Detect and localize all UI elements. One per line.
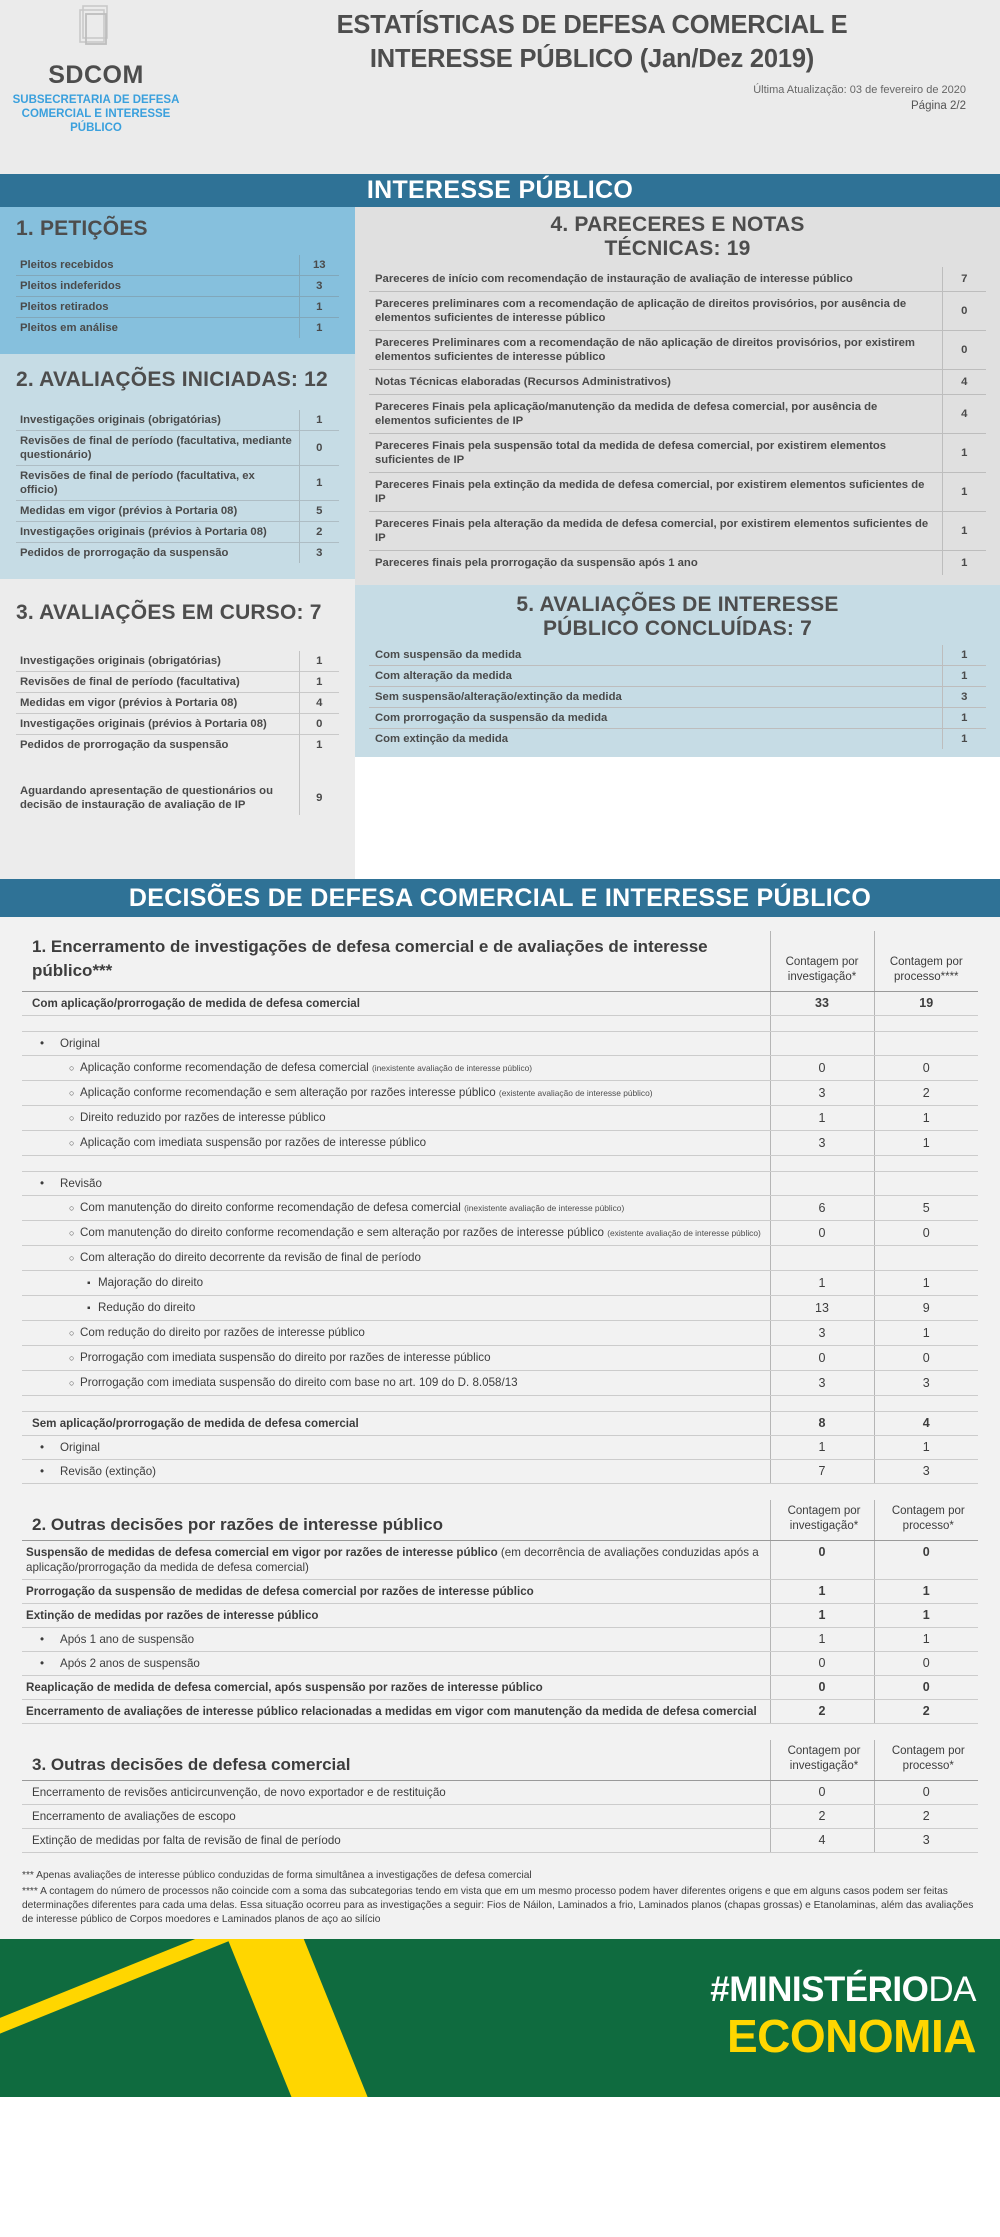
row-note: (existente avaliação de interesse público) bbox=[498, 1088, 653, 1098]
row-value-processo bbox=[874, 1246, 978, 1271]
row-value-investigacao: 3 bbox=[770, 1081, 874, 1106]
row-label: • Original bbox=[32, 1037, 100, 1050]
section4-title-line2: TÉCNICAS: 19 bbox=[604, 237, 751, 260]
row-value-investigacao bbox=[770, 1246, 874, 1271]
row-value: 4 bbox=[942, 395, 986, 434]
table-row bbox=[22, 1131, 978, 1156]
row-value-processo: 2 bbox=[874, 1081, 978, 1106]
row-label: • Revisão bbox=[32, 1177, 102, 1190]
row-value-investigacao: 1 bbox=[770, 1436, 874, 1460]
table-row bbox=[22, 1700, 978, 1724]
row-value-investigacao: 7 bbox=[770, 1460, 874, 1484]
table-row bbox=[22, 1412, 978, 1436]
row-label: Medidas em vigor (prévios à Portaria 08) bbox=[16, 501, 299, 522]
row-value: 1 bbox=[299, 672, 339, 693]
row-label: Pleitos retirados bbox=[16, 297, 299, 318]
row-label: • Após 1 ano de suspensão bbox=[32, 1633, 194, 1646]
row-value: 1 bbox=[942, 512, 986, 551]
row-value: 1 bbox=[942, 645, 986, 666]
row-value-investigacao: 2 bbox=[770, 1700, 874, 1724]
row-label: Pedidos de prorrogação da suspensão bbox=[16, 735, 299, 756]
row-value: 1 bbox=[299, 466, 339, 501]
banner-interesse-publico: INTERESSE PÚBLICO bbox=[0, 174, 1000, 207]
row-label: Notas Técnicas elaboradas (Recursos Administrativos) bbox=[369, 370, 942, 395]
footnotes bbox=[0, 1859, 1000, 1939]
row-label: Com manutenção do direito conforme recomendação e sem alteração por razões de interesse público bbox=[80, 1226, 604, 1239]
row-value: 1 bbox=[942, 708, 986, 729]
table-row bbox=[22, 1805, 978, 1829]
col-line2: processo* bbox=[902, 1760, 954, 1772]
last-updated: Última Atualização: 03 de fevereiro de 2020 bbox=[753, 84, 966, 96]
table-row bbox=[16, 431, 339, 466]
ministry-footer bbox=[0, 1939, 1000, 2097]
dec3-col-processo bbox=[874, 1740, 978, 1781]
row-label: Pareceres Finais pela aplicação/manutenção da medida de defesa comercial, por ausência de elementos suficientes de IP bbox=[369, 395, 942, 434]
page-header bbox=[0, 0, 1000, 174]
row-value-investigacao bbox=[770, 1172, 874, 1196]
row-value-processo: 4 bbox=[874, 1412, 978, 1436]
row-value-investigacao: 4 bbox=[770, 1829, 874, 1853]
row-value: 2 bbox=[299, 522, 339, 543]
row-value-processo: 0 bbox=[874, 1652, 978, 1676]
table-row bbox=[16, 522, 339, 543]
section4-title-line1: 4. PARECERES E NOTAS bbox=[550, 213, 805, 236]
row-label: Medidas em vigor (prévios à Portaria 08) bbox=[16, 693, 299, 714]
table-row bbox=[16, 781, 339, 815]
table-row bbox=[369, 434, 986, 473]
row-label: Com extinção da medida bbox=[369, 729, 942, 750]
row-label: Prorrogação da suspensão de medidas de defesa comercial por razões de interesse público bbox=[22, 1580, 770, 1604]
section-pareceres bbox=[355, 207, 1000, 585]
row-value: 1 bbox=[942, 551, 986, 576]
ministry-wordmark bbox=[710, 1967, 976, 2062]
section5-title-line1: 5. AVALIAÇÕES DE INTERESSE bbox=[516, 593, 839, 616]
row-value-processo: 3 bbox=[874, 1460, 978, 1484]
row-value-processo: 19 bbox=[874, 992, 978, 1016]
row-value-investigacao: 1 bbox=[770, 1604, 874, 1628]
row-value: 3 bbox=[299, 276, 339, 297]
row-value: 4 bbox=[299, 693, 339, 714]
dec2-col-investigacao bbox=[770, 1500, 874, 1541]
row-label: Suspensão de medidas de defesa comercial em vigor por razões de interesse público bbox=[26, 1546, 498, 1559]
dec3-col-investigacao bbox=[770, 1740, 874, 1781]
interesse-publico-body bbox=[0, 207, 1000, 879]
col-line2: processo* bbox=[902, 1520, 954, 1532]
row-value-investigacao: 1 bbox=[770, 1628, 874, 1652]
ministry-da-label: DA bbox=[928, 1970, 976, 2009]
row-label: ○ Prorrogação com imediata suspensão do direito por razões de interesse público bbox=[32, 1351, 491, 1364]
table-row bbox=[369, 395, 986, 434]
row-label: ▪ Majoração do direito bbox=[32, 1276, 203, 1289]
table-row bbox=[369, 645, 986, 666]
page-number: Página 2/2 bbox=[911, 100, 966, 112]
table-row bbox=[369, 687, 986, 708]
dec3-header-row bbox=[22, 1740, 978, 1781]
table-row bbox=[16, 466, 339, 501]
row-label: Com alteração da medida bbox=[369, 666, 942, 687]
dec2-col-processo bbox=[874, 1500, 978, 1541]
row-value-processo: 0 bbox=[874, 1221, 978, 1246]
row-label: Encerramento de avaliações de interesse público relacionadas a medidas em vigor com manutenção da medida de defesa comercial bbox=[22, 1700, 770, 1724]
row-value-processo: 0 bbox=[874, 1541, 978, 1580]
doc-title-line1: ESTATÍSTICAS DE DEFESA COMERCIAL E bbox=[336, 11, 848, 39]
row-value-investigacao: 3 bbox=[770, 1321, 874, 1346]
row-spacer-value bbox=[299, 755, 339, 781]
row-value-investigacao: 3 bbox=[770, 1371, 874, 1396]
section3-title: 3. AVALIAÇÕES EM CURSO: 7 bbox=[16, 601, 322, 624]
footnote-3: *** Apenas avaliações de interesse público conduzidas de forma simultânea a investigações de defesa comercial bbox=[22, 1870, 532, 1881]
row-value-processo: 1 bbox=[874, 1321, 978, 1346]
row-note: (existente avaliação de interesse público) bbox=[607, 1228, 761, 1238]
row-value: 13 bbox=[299, 255, 339, 276]
row-label: Investigações originais (prévios à Portaria 08) bbox=[16, 522, 299, 543]
table-row bbox=[22, 1829, 978, 1853]
row-value-processo: 0 bbox=[874, 1056, 978, 1081]
row-value-processo bbox=[874, 1172, 978, 1196]
col-line2: processo**** bbox=[893, 971, 959, 983]
section4-table bbox=[369, 267, 986, 575]
row-value-processo bbox=[874, 1032, 978, 1056]
col-line1: Contagem por bbox=[787, 1745, 861, 1757]
section2-title: 2. AVALIAÇÕES INICIADAS: 12 bbox=[16, 368, 328, 391]
table-row bbox=[22, 1541, 978, 1580]
table-row bbox=[369, 331, 986, 370]
row-value-investigacao: 1 bbox=[770, 1580, 874, 1604]
dec2-header-row bbox=[22, 1500, 978, 1541]
table-row bbox=[22, 1106, 978, 1131]
documents-stack-icon bbox=[0, 4, 192, 59]
row-value-investigacao bbox=[770, 1032, 874, 1056]
row-value-investigacao: 0 bbox=[770, 1652, 874, 1676]
row-label: • Revisão (extinção) bbox=[32, 1465, 156, 1478]
left-column bbox=[0, 207, 355, 879]
row-value: 1 bbox=[299, 318, 339, 339]
row-label: Investigações originais (prévios à Portaria 08) bbox=[16, 714, 299, 735]
table-row bbox=[369, 473, 986, 512]
title-block bbox=[196, 8, 1000, 112]
table-row bbox=[16, 410, 339, 431]
row-label: Pareceres de início com recomendação de instauração de avaliação de interesse público bbox=[375, 273, 853, 285]
table-row bbox=[22, 1271, 978, 1296]
table-row bbox=[22, 1172, 978, 1196]
row-value: 4 bbox=[942, 370, 986, 395]
row-label: Aguardando apresentação de questionários ou decisão de instauração de avaliação de IP bbox=[20, 785, 273, 811]
row-value-investigacao: 13 bbox=[770, 1296, 874, 1321]
row-label: Investigações originais (obrigatórias) bbox=[20, 655, 221, 667]
table-row bbox=[22, 1056, 978, 1081]
table-row bbox=[22, 1628, 978, 1652]
row-label: Com manutenção do direito conforme recomendação de defesa comercial bbox=[80, 1201, 461, 1214]
section2-table bbox=[16, 410, 339, 563]
ministry-hash-label: #MINISTÉRIO bbox=[710, 1970, 929, 2009]
table-row bbox=[22, 1460, 978, 1484]
table-row bbox=[22, 1436, 978, 1460]
row-label: Com suspensão da medida bbox=[375, 649, 522, 661]
row-label: Pareceres Finais pela extinção da medida de defesa comercial, por existirem elementos suficientes de IP bbox=[369, 473, 942, 512]
row-value: 1 bbox=[942, 729, 986, 750]
dec2-title: 2. Outras decisões por razões de interesse público bbox=[22, 1500, 770, 1541]
table-row bbox=[22, 1652, 978, 1676]
row-value: 1 bbox=[299, 297, 339, 318]
row-value: 0 bbox=[299, 431, 339, 466]
table-row bbox=[22, 1321, 978, 1346]
table-row bbox=[16, 297, 339, 318]
col-line1: Contagem por bbox=[787, 1505, 861, 1517]
section5-table bbox=[369, 645, 986, 749]
table-row bbox=[22, 992, 978, 1016]
section1-title: 1. PETIÇÕES bbox=[16, 217, 148, 240]
row-value: 7 bbox=[942, 267, 986, 292]
table-row bbox=[16, 651, 339, 672]
row-label: Com prorrogação da suspensão da medida bbox=[369, 708, 942, 729]
row-label: Pleitos em análise bbox=[16, 318, 299, 339]
row-value-processo: 2 bbox=[874, 1805, 978, 1829]
banner-decisoes: DECISÕES DE DEFESA COMERCIAL E INTERESSE PÚBLICO bbox=[0, 879, 1000, 917]
dec2-table bbox=[22, 1500, 978, 1724]
table-row bbox=[22, 1081, 978, 1106]
table-row bbox=[369, 666, 986, 687]
table-row bbox=[22, 1346, 978, 1371]
row-label: Encerramento de avaliações de escopo bbox=[22, 1805, 770, 1829]
table-row bbox=[16, 543, 339, 564]
table-row-spacer bbox=[22, 1156, 978, 1172]
row-value: 1 bbox=[942, 473, 986, 512]
col-line2: investigação* bbox=[789, 1760, 859, 1772]
row-value-investigacao: 6 bbox=[770, 1196, 874, 1221]
table-row bbox=[16, 755, 339, 781]
section-avaliacoes-em-curso bbox=[0, 579, 355, 879]
doc-title-line2: INTERESSE PÚBLICO (Jan/Dez 2019) bbox=[369, 45, 815, 73]
row-label: • Original bbox=[32, 1441, 100, 1454]
section-avaliacoes-concluidas bbox=[355, 585, 1000, 757]
row-label: Encerramento de revisões anticircunvenção, de novo exportador e de restituição bbox=[22, 1781, 770, 1805]
dec1-title: 1. Encerramento de investigações de defesa comercial e de avaliações de interesse público*** bbox=[22, 931, 770, 992]
table-row bbox=[369, 267, 986, 292]
row-label: Aplicação conforme recomendação e sem alteração por razões interesse público bbox=[80, 1086, 496, 1099]
table-row bbox=[16, 672, 339, 693]
brand-block bbox=[0, 4, 192, 135]
row-value: 0 bbox=[942, 331, 986, 370]
row-value-processo: 1 bbox=[874, 1580, 978, 1604]
row-label: Pareceres Finais pela alteração da medida de defesa comercial, por existirem elementos suficientes de IP bbox=[369, 512, 942, 551]
table-row bbox=[16, 276, 339, 297]
row-value-investigacao: 2 bbox=[770, 1805, 874, 1829]
row-value-processo: 0 bbox=[874, 1781, 978, 1805]
dec3-title: 3. Outras decisões de defesa comercial bbox=[22, 1740, 770, 1781]
row-label: Aplicação conforme recomendação de defesa comercial bbox=[80, 1061, 369, 1074]
row-label: ○ Com alteração do direito decorrente da revisão de final de período bbox=[32, 1251, 421, 1264]
row-value: 3 bbox=[942, 687, 986, 708]
table-row-spacer bbox=[22, 1396, 978, 1412]
row-label: ○ Com redução do direito por razões de interesse público bbox=[32, 1326, 365, 1339]
row-value: 1 bbox=[299, 651, 339, 672]
row-value: 3 bbox=[299, 543, 339, 564]
row-label: Pleitos indeferidos bbox=[16, 276, 299, 297]
col-line2: investigação* bbox=[787, 971, 857, 983]
table-row bbox=[22, 1196, 978, 1221]
row-value-processo: 2 bbox=[874, 1700, 978, 1724]
dec1-col-investigacao bbox=[770, 931, 874, 992]
row-value-processo: 9 bbox=[874, 1296, 978, 1321]
table-row bbox=[16, 714, 339, 735]
decisoes-tables bbox=[0, 917, 1000, 1859]
dec1-col-processo bbox=[874, 931, 978, 992]
row-label: Revisões de final de período (facultativa, mediante questionário) bbox=[16, 431, 299, 466]
row-label: Sem suspensão/alteração/extinção da medida bbox=[369, 687, 942, 708]
section5-title-line2: PÚBLICO CONCLUÍDAS: 7 bbox=[542, 617, 813, 640]
row-value-investigacao: 0 bbox=[770, 1346, 874, 1371]
row-value-processo: 3 bbox=[874, 1829, 978, 1853]
row-value-processo: 1 bbox=[874, 1131, 978, 1156]
table-row bbox=[16, 255, 339, 276]
row-value-processo: 5 bbox=[874, 1196, 978, 1221]
row-label: Pareceres preliminares com a recomendação de aplicação de direitos provisórios, por ausência de elementos suficientes de interesse público bbox=[369, 292, 942, 331]
section-avaliacoes-iniciadas bbox=[0, 354, 355, 579]
brand-name: SDCOM bbox=[48, 61, 144, 89]
col-line1: Contagem por bbox=[785, 956, 859, 968]
col-line2: investigação* bbox=[789, 1520, 859, 1532]
table-row-spacer bbox=[22, 1016, 978, 1032]
row-label: ▪ Redução do direito bbox=[32, 1301, 195, 1314]
row-label: Investigações originais (obrigatórias) bbox=[20, 414, 221, 426]
row-value: 0 bbox=[299, 714, 339, 735]
row-value-investigacao: 0 bbox=[770, 1541, 874, 1580]
section1-table bbox=[16, 255, 339, 338]
row-value-processo: 0 bbox=[874, 1676, 978, 1700]
brand-subtitle-line1: SUBSECRETARIA DE DEFESA bbox=[12, 94, 180, 106]
table-row bbox=[22, 1676, 978, 1700]
row-value-processo: 1 bbox=[874, 1106, 978, 1131]
row-value-investigacao: 0 bbox=[770, 1781, 874, 1805]
row-label: • Após 2 anos de suspensão bbox=[32, 1657, 200, 1670]
dec1-table bbox=[22, 931, 978, 1484]
row-label: Revisões de final de período (facultativa) bbox=[16, 672, 299, 693]
row-value-investigacao: 0 bbox=[770, 1221, 874, 1246]
row-value: 0 bbox=[942, 292, 986, 331]
row-value-processo: 3 bbox=[874, 1371, 978, 1396]
row-value-investigacao: 33 bbox=[770, 992, 874, 1016]
row-value-investigacao: 0 bbox=[770, 1676, 874, 1700]
row-value-investigacao: 1 bbox=[770, 1271, 874, 1296]
row-value-processo: 1 bbox=[874, 1604, 978, 1628]
row-value-processo: 1 bbox=[874, 1628, 978, 1652]
row-label: ○ Prorrogação com imediata suspensão do direito com base no art. 109 do D. 8.058/13 bbox=[32, 1376, 518, 1389]
row-spacer bbox=[16, 755, 299, 781]
table-row bbox=[22, 1246, 978, 1271]
table-row bbox=[16, 735, 339, 756]
footnote-4: **** A contagem do número de processos não coincide com a soma das subcategorias tendo em vista que em um mesmo processo podem haver diferentes origens e que em alguns casos podem ser feitas determinações diferentes para cada uma delas. Essa situação ocorreu para as investigações a seguir: Fios de Náilon, Laminados a frio, Laminados planos (chapas grossas) e Etanolaminas, além das avaliações de interesse público de Corpos moedores e Laminados planos de aço ao silício bbox=[22, 1886, 974, 1925]
table-row bbox=[16, 318, 339, 339]
col-line1: Contagem por bbox=[891, 1745, 965, 1757]
table-row bbox=[22, 1604, 978, 1628]
row-label: Pareceres finais pela prorrogação da suspensão após 1 ano bbox=[369, 551, 942, 576]
row-value: 1 bbox=[942, 434, 986, 473]
row-value-investigacao: 1 bbox=[770, 1106, 874, 1131]
dec1-header-row bbox=[22, 931, 978, 992]
row-value-processo: 0 bbox=[874, 1346, 978, 1371]
row-label: ○ Aplicação com imediata suspensão por razões de interesse público bbox=[32, 1136, 426, 1149]
table-row bbox=[369, 292, 986, 331]
table-row bbox=[22, 1371, 978, 1396]
row-note: (inexistente avaliação de interesse público) bbox=[464, 1203, 625, 1213]
row-label: Pareceres Finais pela suspensão total da medida de defesa comercial, por existirem elementos suficientes de IP bbox=[369, 434, 942, 473]
table-row bbox=[369, 729, 986, 750]
table-row bbox=[22, 1781, 978, 1805]
table-row bbox=[369, 370, 986, 395]
table-row bbox=[369, 708, 986, 729]
row-value-investigacao: 8 bbox=[770, 1412, 874, 1436]
row-note: (em decorrência de avaliações conduzidas após a aplicação/prorrogação da medida de defesa comercial) bbox=[26, 1546, 759, 1574]
row-value-investigacao: 0 bbox=[770, 1056, 874, 1081]
table-row bbox=[22, 1032, 978, 1056]
row-label: Pareceres Preliminares com a recomendação de não aplicação de direitos provisórios, por existirem elementos suficientes de interesse público bbox=[369, 331, 942, 370]
table-row bbox=[22, 1580, 978, 1604]
row-value-processo: 1 bbox=[874, 1436, 978, 1460]
row-label: Reaplicação de medida de defesa comercial, após suspensão por razões de interesse público bbox=[22, 1676, 770, 1700]
col-line1: Contagem por bbox=[891, 1505, 965, 1517]
row-label: ○ Direito reduzido por razões de interesse público bbox=[32, 1111, 326, 1124]
row-label: Extinção de medidas por razões de interesse público bbox=[22, 1604, 770, 1628]
brand-subtitle-line2: COMERCIAL E INTERESSE PÚBLICO bbox=[21, 108, 171, 134]
col-line1: Contagem por bbox=[889, 956, 963, 968]
row-value: 1 bbox=[942, 666, 986, 687]
row-value: 1 bbox=[299, 410, 339, 431]
row-value: 5 bbox=[299, 501, 339, 522]
row-value: 9 bbox=[299, 781, 339, 815]
row-value-investigacao: 3 bbox=[770, 1131, 874, 1156]
row-value: 1 bbox=[299, 735, 339, 756]
section-peticoes bbox=[0, 207, 355, 354]
row-label: Pleitos recebidos bbox=[20, 259, 114, 271]
table-row bbox=[369, 512, 986, 551]
row-note: (inexistente avaliação de interesse público) bbox=[371, 1063, 533, 1073]
table-row bbox=[22, 1221, 978, 1246]
ministry-economia-label: ECONOMIA bbox=[727, 2010, 976, 2062]
table-row bbox=[16, 501, 339, 522]
right-column bbox=[355, 207, 1000, 879]
row-label: Revisões de final de período (facultativa, ex officio) bbox=[16, 466, 299, 501]
row-label: Pedidos de prorrogação da suspensão bbox=[16, 543, 299, 564]
row-value-processo: 1 bbox=[874, 1271, 978, 1296]
row-label: Com aplicação/prorrogação de medida de defesa comercial bbox=[22, 992, 770, 1016]
row-label: Sem aplicação/prorrogação de medida de defesa comercial bbox=[22, 1412, 770, 1436]
table-row bbox=[22, 1296, 978, 1321]
section3-table bbox=[16, 651, 339, 815]
table-row bbox=[16, 693, 339, 714]
dec3-table bbox=[22, 1740, 978, 1853]
row-label: Extinção de medidas por falta de revisão de final de período bbox=[22, 1829, 770, 1853]
table-row bbox=[369, 551, 986, 576]
